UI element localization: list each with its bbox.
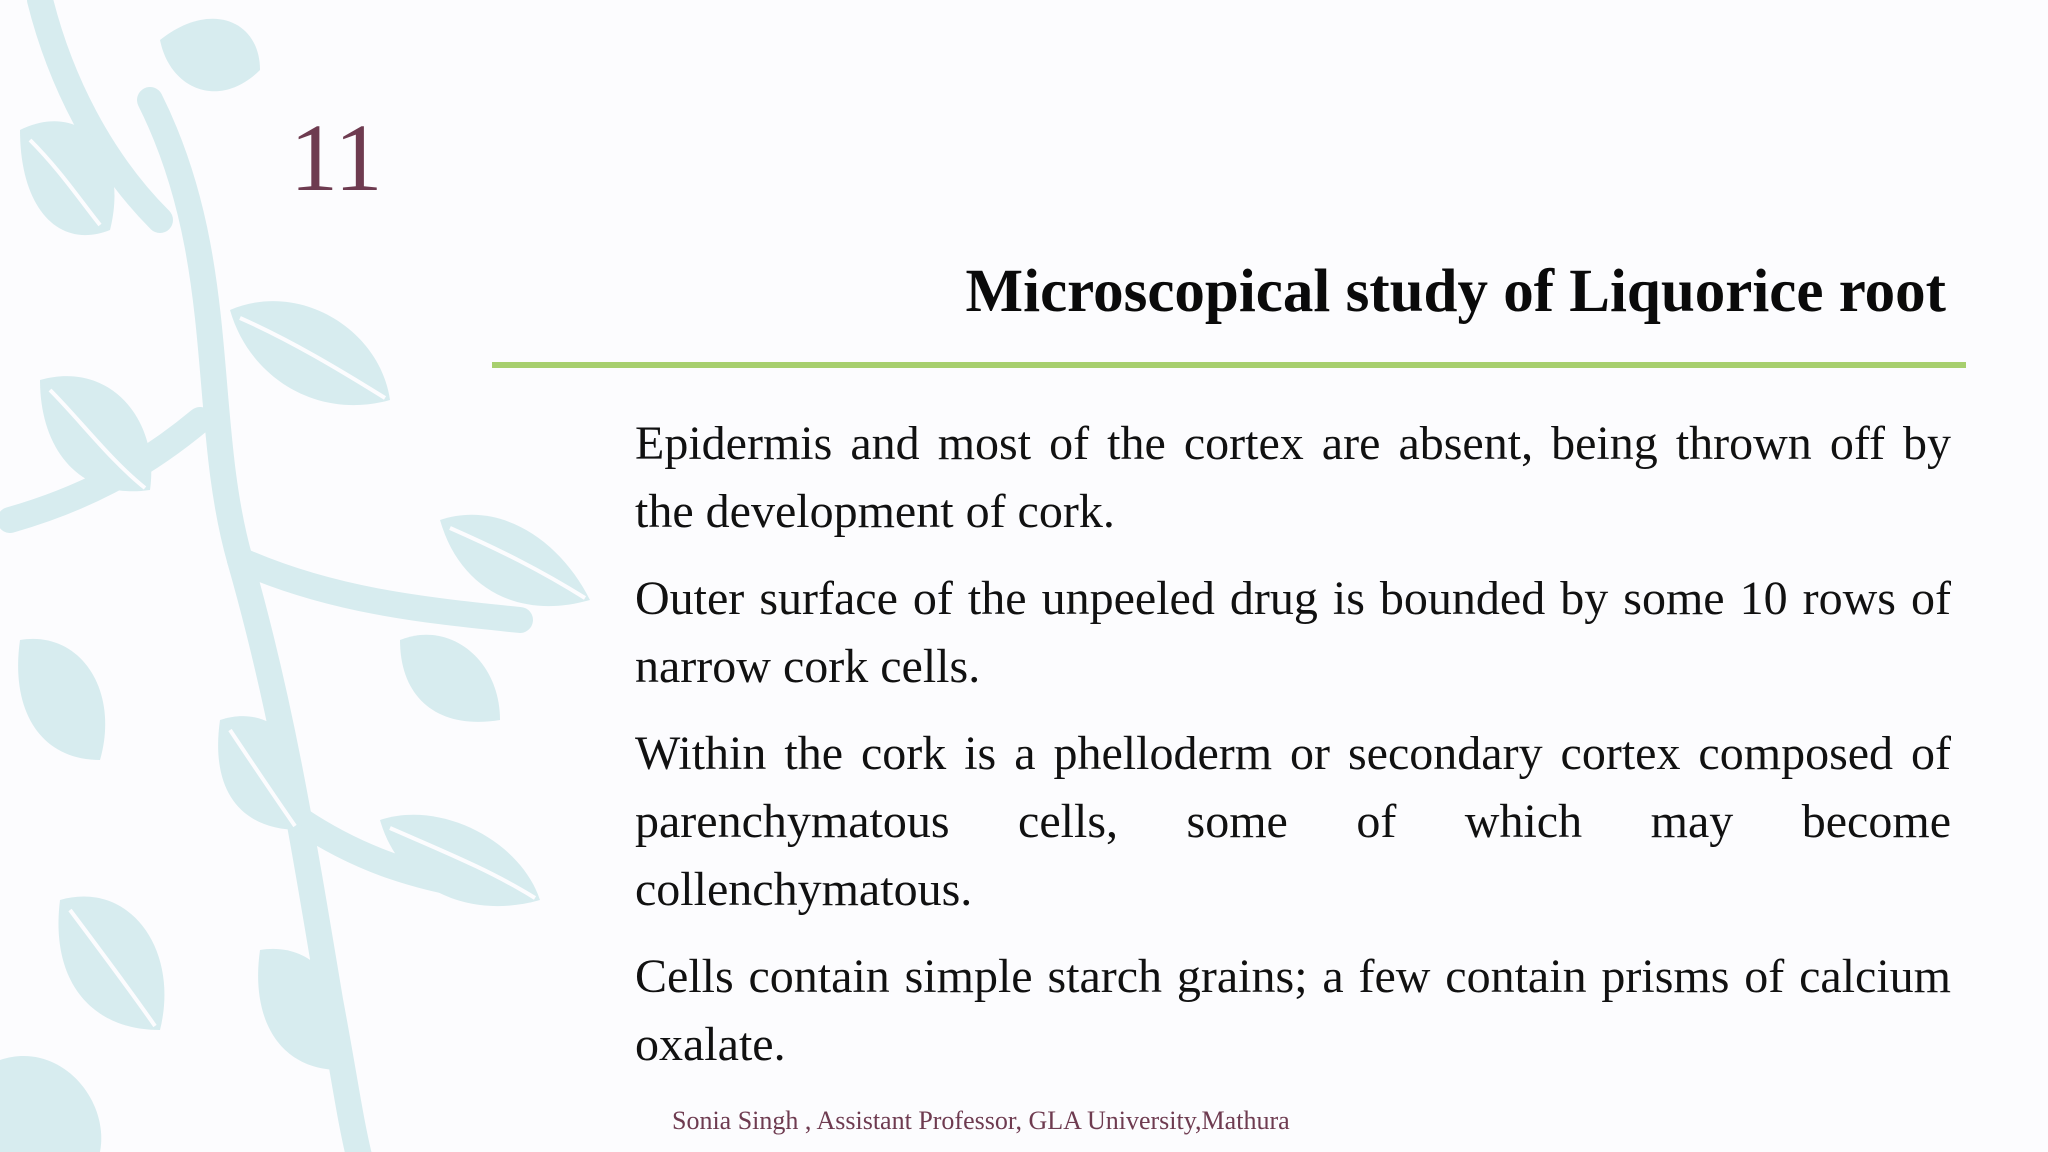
paragraph-outer-surface: Outer surface of the unpeeled drug is bounded by some 10 rows of narrow cork cells. (635, 572, 1951, 693)
slide-footer: Sonia Singh , Assistant Professor, GLA University,Mathura (672, 1106, 1290, 1135)
paragraph-epidermis: Epidermis and most of the cortex are absent, being thrown off by the development of cork. (635, 417, 1951, 538)
slide-body (635, 410, 1951, 1098)
slide-title: Microscopical study of Liquorice root (965, 258, 1946, 325)
title-divider (492, 362, 1966, 368)
paragraph-phelloderm: Within the cork is a phelloderm or secondary cortex composed of parenchymatous cells, some of which may become collenchymatous. (635, 727, 1951, 916)
paragraph-starch-grains: Cells contain simple starch grains; a few contain prisms of calcium oxalate. (635, 950, 1951, 1071)
slide-number: 11 (290, 104, 383, 211)
